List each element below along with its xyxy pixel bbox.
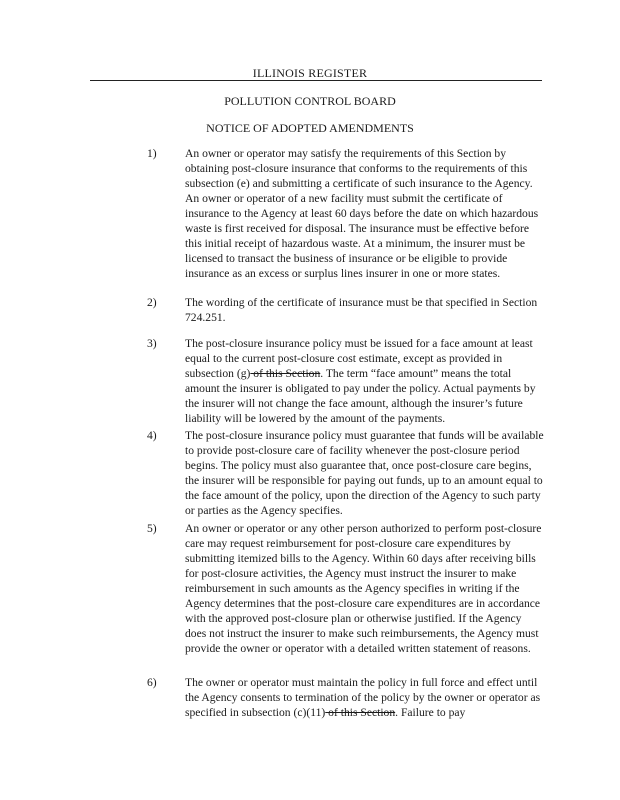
item-number: 5) [147,522,157,535]
item-number: 1) [147,147,157,160]
item-text [185,675,545,720]
item-number: 6) [147,676,157,689]
register-title: ILLINOIS REGISTER [252,66,368,80]
text-part: The post-closure insurance policy must be issued for a face amount at least equal to the current post-closure cost estimate, except as provided in subsection (g) [185,337,533,380]
item-number: 2) [147,296,157,309]
text-part: The owner or operator must maintain the policy in full force and effect until the Agency consents to termination of the policy by the owner or operator as specified in subsection (c)(11) [185,676,541,719]
text-part: . The term “face amount” means the total amount the insurer is obligated to pay under the policy. Actual payments by the insurer will not change the face amount, although the insurer’s future liability will be lowered by the amount of the payments. [185,367,536,425]
notice-title: NOTICE OF ADOPTED AMENDMENTS [206,121,414,135]
header-rule [90,80,542,81]
struck-text: of this Section [250,367,321,380]
struck-text: of this Section [325,706,396,719]
item-number: 4) [147,429,157,442]
item-text: The post-closure insurance policy must guarantee that funds will be available to provide post-closure care of facility whenever the post-closure period begins. The policy must also guarantee that, once post-closure care begins, the insurer will be responsible for paying out funds, up to an amount equal to the face amount of the policy, upon the direction of the Agency to such party or parties as the Agency specifies. [185,429,544,517]
item-text: The wording of the certificate of insurance must be that specified in Section 724.251. [185,296,538,324]
board-title: POLLUTION CONTROL BOARD [224,94,396,108]
text-part: . Failure to pay [395,706,466,719]
item-text [185,336,545,426]
item-number: 3) [147,337,157,350]
item-text: An owner or operator may satisfy the requirements of this Section by obtaining post-closure insurance that conforms to the requirements of this subsection (e) and submitting a certificate of such insurance to the Agency. An owner or operator of a new facility must submit the certificate of insurance to the Agency at least 60 days before the date on which hazardous waste is first received for disposal. The insurance must be effective before this initial receipt of hazardous waste. At a minimum, the insurer must be licensed to transact the business of insurance or be eligible to provide insurance as an excess or surplus lines insurer in one or more states. [185,147,539,280]
item-text: An owner or operator or any other person authorized to perform post-closure care may request reimbursement for post-closure care expenditures by submitting itemized bills to the Agency. Within 60 days after receiving bills for post-closure activities, the Agency must instruct the insurer to make reimbursement in such amounts as the Agency specifies in writing if the Agency determines that the post-closure care expenditures are in accordance with the approved post-closure plan or otherwise justified. If the Agency does not instruct the insurer to make such reimbursements, the Agency must provide the owner or operator with a detailed written statement of reasons. [185,522,542,655]
